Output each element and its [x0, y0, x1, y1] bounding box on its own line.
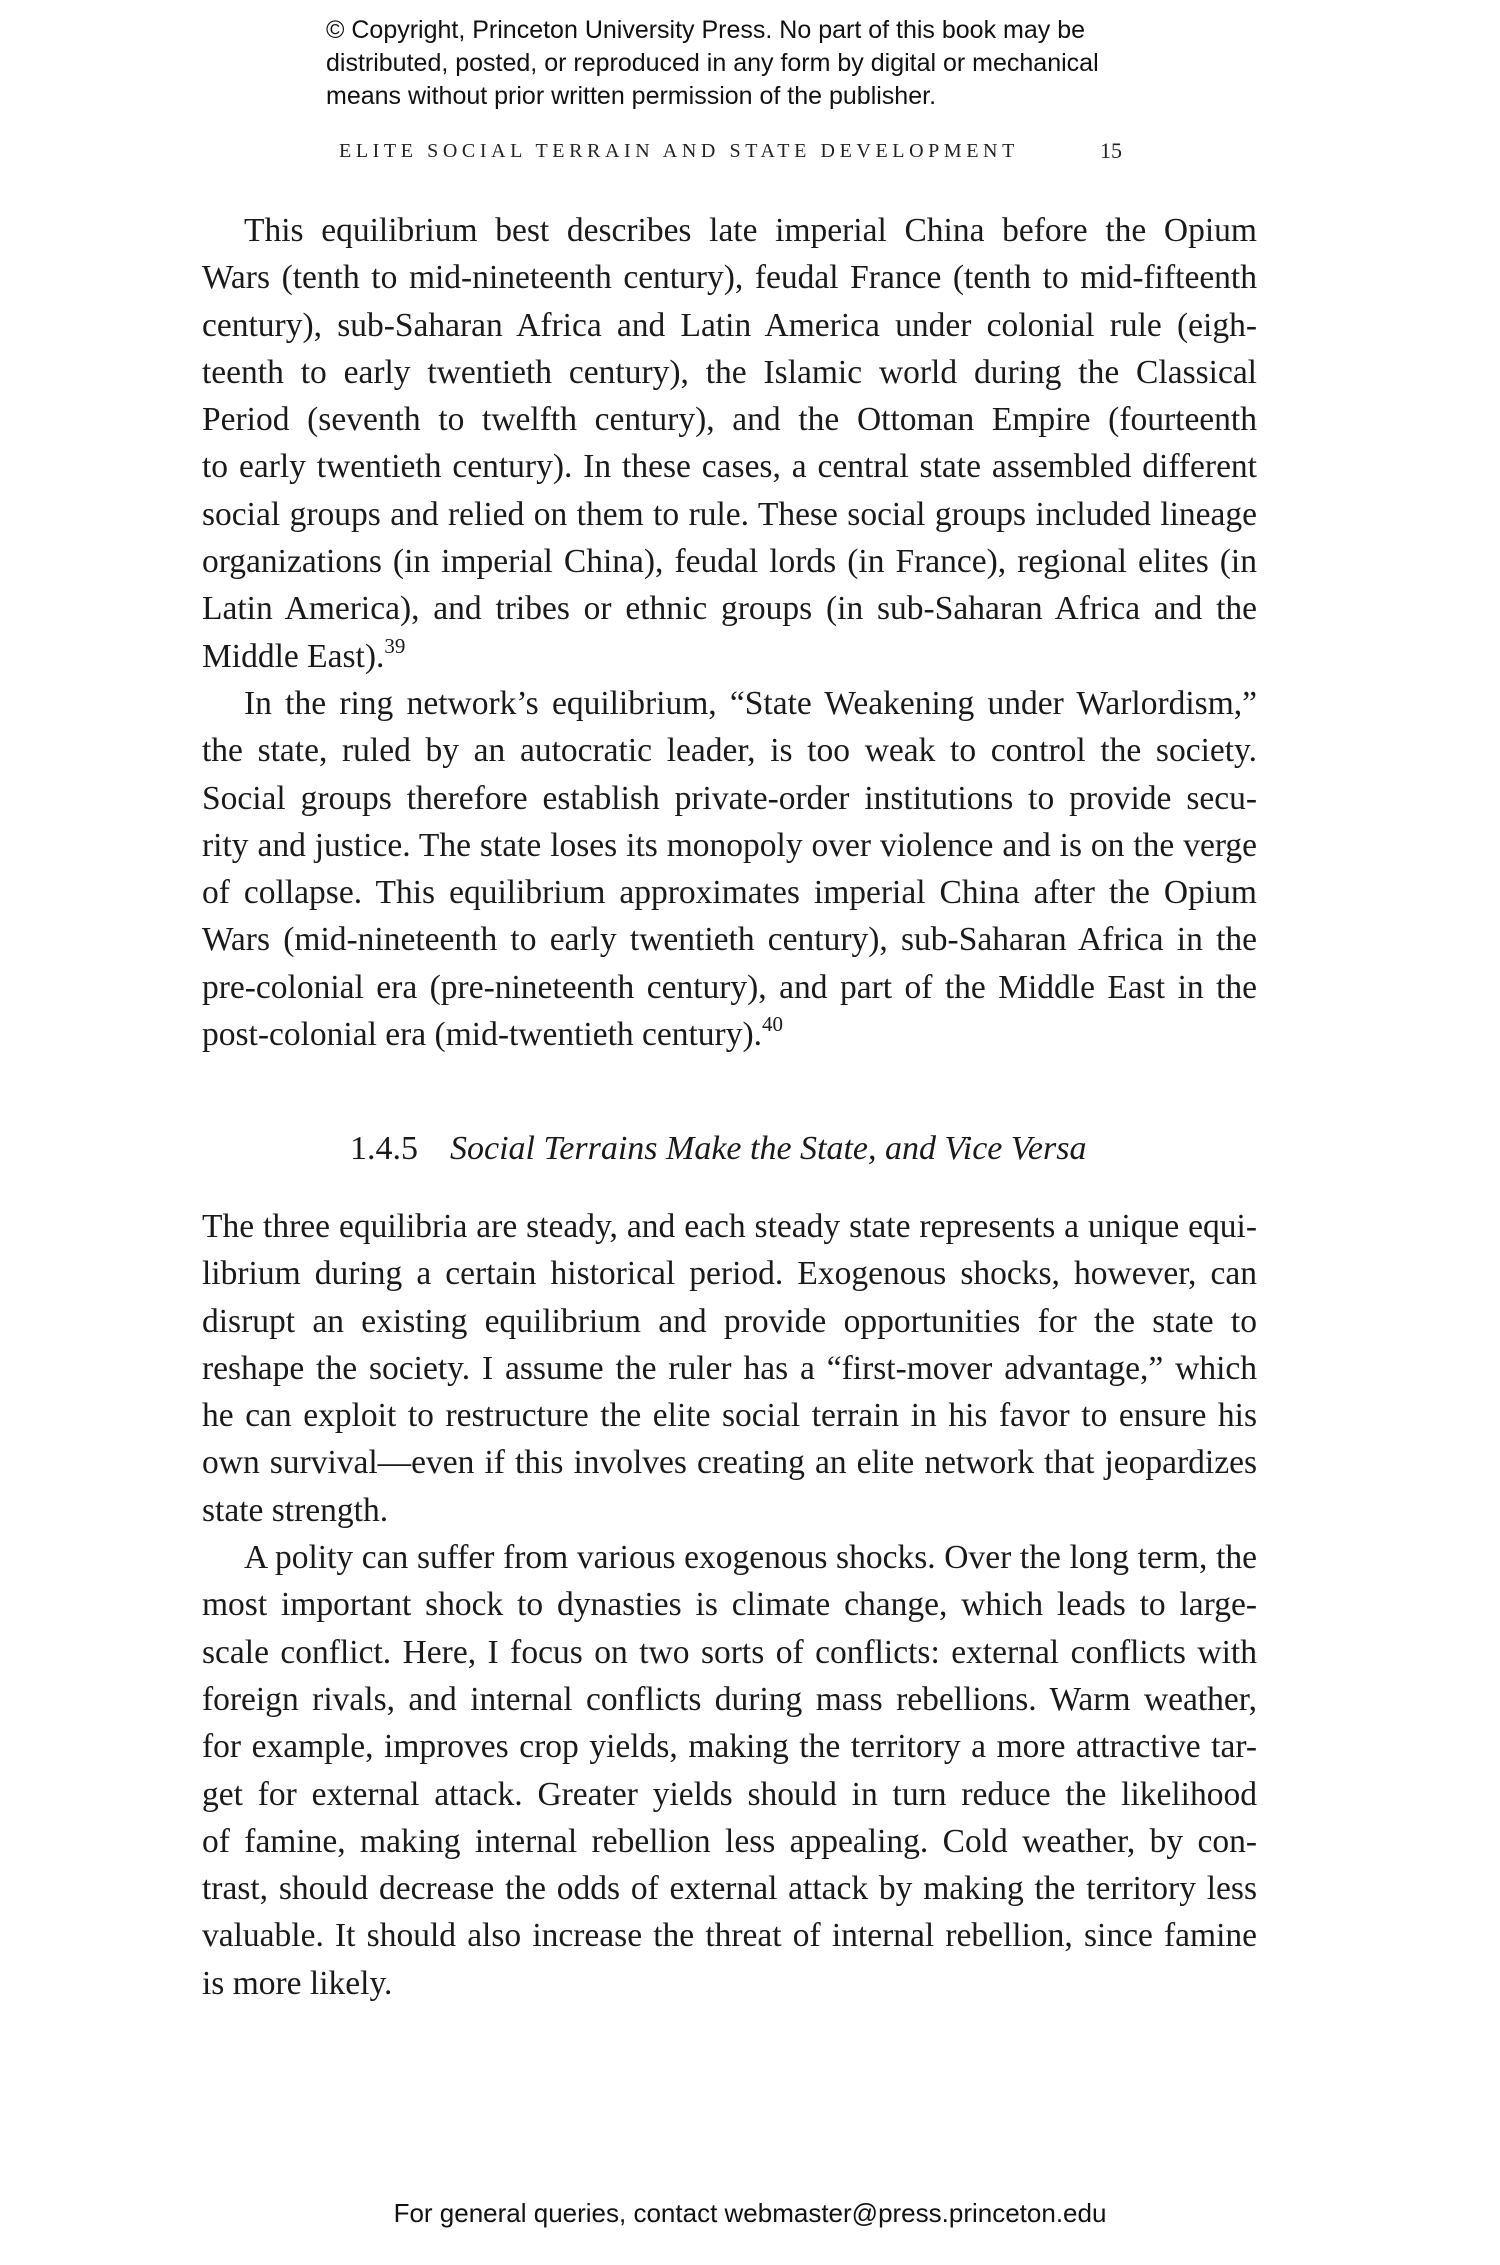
text-line: social groups and relied on them to rule. These social groups included lineage: [202, 495, 1257, 533]
text-line: This equilibrium best describes late imperial China before the Opium: [244, 212, 1257, 249]
text-line: teenth to early twentieth century), the Islamic world during the Classical: [202, 353, 1257, 391]
text-line: In the ring network’s equilibrium, “State Weakening under Warlordism,”: [244, 684, 1257, 722]
footer-contact: For general queries, contact webmaster@press.princeton.edu: [393, 2198, 1107, 2228]
text-line: Social groups therefore establish private-order institutions to provide secu-: [202, 779, 1257, 817]
copyright-line: © Copyright, Princeton University Press. No part of this book may be: [326, 16, 1086, 44]
text-line: The three equilibria are steady, and each steady state represents a unique equi-: [202, 1208, 1257, 1245]
page-number: 15: [1100, 138, 1122, 163]
section-title: Social Terrains Make the State, and Vice Versa: [450, 1130, 1087, 1167]
text-line: for example, improves crop yields, making the territory a more attractive tar-: [202, 1728, 1257, 1766]
text-line: most important shock to dynasties is climate change, which leads to large-: [202, 1586, 1257, 1624]
text-line: get for external attack. Greater yields should in turn reduce the likelihood: [202, 1775, 1257, 1813]
text-line: he can exploit to restructure the elite social terrain in his favor to ensure his: [202, 1397, 1257, 1435]
text-line: pre-colonial era (pre-nineteenth century), and part of the Middle East in the: [202, 968, 1257, 1006]
text-line: valuable. It should also increase the threat of internal rebellion, since famine: [202, 1917, 1257, 1955]
text-line: is more likely.: [202, 1964, 393, 2002]
text-line: reshape the society. I assume the ruler has a “first-mover advantage,” which: [202, 1349, 1257, 1387]
copyright-line: means without prior written permission of the publisher.: [326, 82, 937, 110]
text-line: of famine, making internal rebellion less appealing. Cold weather, by con-: [202, 1822, 1257, 1860]
text-line: trast, should decrease the odds of external attack by making the territory less: [202, 1870, 1257, 1908]
body-text-block-2: [202, 1203, 1257, 2007]
text-line-content: post-colonial era (mid-twentieth century).: [202, 1016, 762, 1054]
section-number: 1.4.5: [350, 1130, 418, 1167]
text-line: disrupt an existing equilibrium and provide opportunities for the state to: [202, 1302, 1257, 1340]
text-line: librium during a certain historical period. Exogenous shocks, however, can: [202, 1255, 1257, 1293]
text-line: A polity can suffer from various exogenous shocks. Over the long term, the: [244, 1539, 1257, 1577]
footnote-marker-40: 40: [762, 1012, 783, 1037]
text-line: to early twentieth century). In these cases, a central state assembled different: [202, 448, 1257, 486]
section-heading: [350, 1130, 1086, 1168]
text-line: Latin America), and tribes or ethnic groups (in sub-Saharan Africa and the: [202, 590, 1257, 628]
text-line: [202, 1011, 1257, 1058]
text-line: the state, ruled by an autocratic leader, is too weak to control the society.: [202, 732, 1257, 770]
copyright-notice: [326, 14, 1226, 113]
body-text-block-1: [202, 207, 1257, 1058]
text-line: of collapse. This equilibrium approximates imperial China after the Opium: [202, 874, 1257, 912]
text-line-content: Middle East).: [202, 637, 385, 675]
text-line: Period (seventh to twelfth century), and the Ottoman Empire (fourteenth: [202, 401, 1257, 439]
text-line: state strength.: [202, 1491, 389, 1529]
footnote-marker-39: 39: [384, 633, 406, 658]
text-line: century), sub-Saharan Africa and Latin America under colonial rule (eigh-: [202, 306, 1257, 344]
copyright-line: distributed, posted, or reproduced in any form by digital or mechanical: [326, 49, 1099, 77]
text-line: [202, 633, 1257, 680]
text-line: rity and justice. The state loses its monopoly over violence and is on the verge: [202, 826, 1257, 864]
text-line: Wars (mid-nineteenth to early twentieth century), sub-Saharan Africa in the: [202, 921, 1257, 959]
text-line: Wars (tenth to mid-nineteenth century), feudal France (tenth to mid-fifteenth: [202, 259, 1257, 297]
text-line: organizations (in imperial China), feudal lords (in France), regional elites (in: [202, 543, 1257, 581]
running-head-title: ELITE SOCIAL TERRAIN AND STATE DEVELOPMENT: [339, 140, 1019, 162]
text-line: scale conflict. Here, I focus on two sorts of conflicts: external conflicts with: [202, 1633, 1257, 1671]
text-line: foreign rivals, and internal conflicts during mass rebellions. Warm weather,: [202, 1680, 1257, 1718]
text-line: own survival—even if this involves creating an elite network that jeopardizes: [202, 1444, 1257, 1482]
